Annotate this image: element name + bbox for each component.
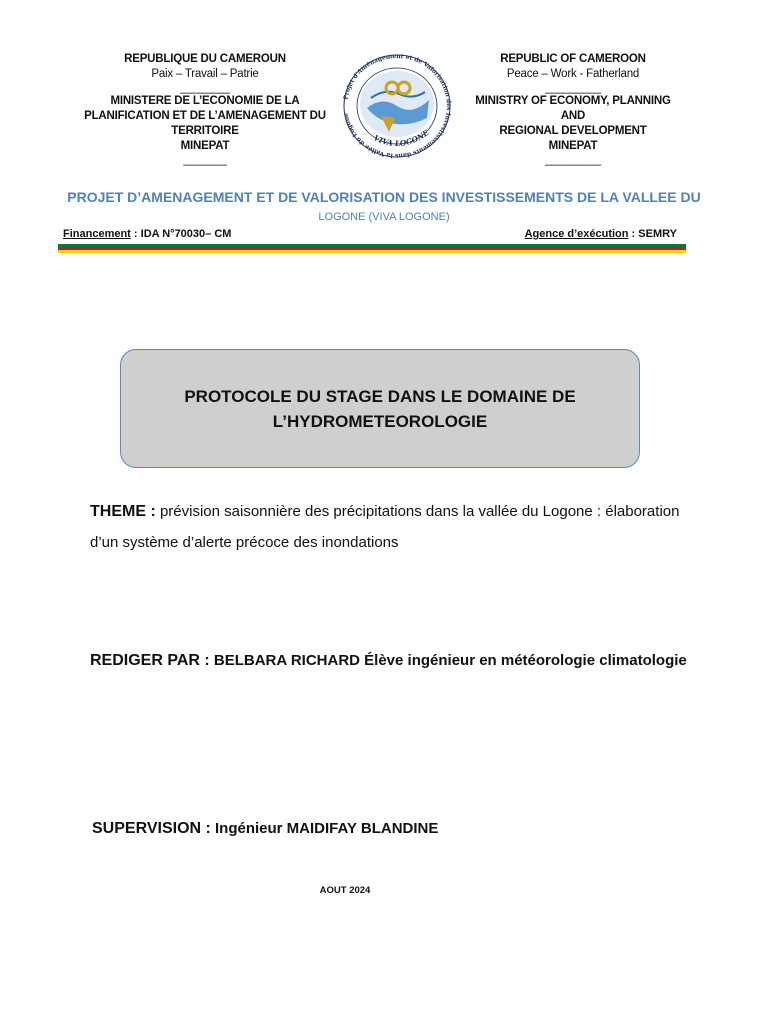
document-title-line2: L’HYDROMETEOROLOGIE bbox=[272, 411, 488, 431]
separator: _________ bbox=[545, 82, 601, 94]
country-fr: REPUBLIQUE DU CAMEROUN bbox=[124, 53, 286, 65]
title-box bbox=[120, 349, 640, 468]
motto-en: Peace – Work - Fatherland bbox=[506, 68, 640, 80]
ministry-en-line1: MINISTRY OF ECONOMY, PLANNING AND bbox=[475, 95, 671, 122]
author-label: REDIGER PAR : bbox=[90, 652, 210, 669]
supervision-line bbox=[92, 820, 712, 838]
agency-value: : SEMRY bbox=[628, 228, 677, 240]
ministry-en-line2: REGIONAL DEVELOPMENT bbox=[499, 125, 647, 137]
svg-text:VIVA LOGONE: VIVA LOGONE bbox=[372, 127, 431, 149]
ministry-fr-line3: TERRITOIRE bbox=[171, 125, 239, 137]
theme-label: THEME : bbox=[90, 503, 156, 520]
viva-logone-logo bbox=[337, 48, 457, 164]
flag-divider bbox=[58, 244, 686, 253]
country-en: REPUBLIC OF CAMEROON bbox=[500, 53, 646, 65]
funding-label: Financement bbox=[63, 228, 131, 240]
author-text: BELBARA RICHARD Élève ingénieur en météorologie climatologie bbox=[209, 652, 687, 669]
separator: _______ bbox=[183, 154, 227, 166]
separator: _________ bbox=[545, 154, 601, 166]
ministry-fr-line1: MINISTERE DE L’ECONOMIE DE LA bbox=[110, 95, 300, 107]
agency-label: Agence d’exécution bbox=[524, 228, 629, 240]
project-subtitle: LOGONE (VIVA LOGONE) bbox=[318, 211, 450, 223]
flag-stripe-yellow bbox=[58, 250, 686, 253]
ministry-en-abbr: MINEPAT bbox=[548, 140, 598, 152]
header-right bbox=[462, 52, 684, 166]
motto-fr: Paix – Travail – Patrie bbox=[151, 68, 259, 80]
theme-text: prévision saisonnière des précipitations dans la vallée du Logone : élaboration d’un système d’alerte précoce des inondations bbox=[90, 503, 680, 551]
svg-text:Projet d'Aménagement et de Val: Projet d'Aménagement et de Valorisation des Investissements dans la Vallée du Logone bbox=[342, 52, 453, 160]
funding-info bbox=[63, 228, 231, 240]
agency-info bbox=[520, 228, 677, 240]
project-title: PROJET D’AMENAGEMENT ET DE VALORISATION DES INVESTISSEMENTS DE LA VALLEE DU bbox=[67, 189, 701, 205]
supervision-text: Ingénieur MAIDIFAY BLANDINE bbox=[210, 820, 439, 837]
author-line bbox=[90, 652, 710, 670]
logo-emblem-icon bbox=[337, 48, 457, 164]
flag-stripe-green bbox=[58, 244, 686, 247]
ministry-fr-line2: PLANIFICATION ET DE L’AMENAGEMENT DU bbox=[84, 110, 326, 122]
separator: ________ bbox=[180, 82, 230, 94]
document-title-line1: PROTOCOLE DU STAGE DANS LE DOMAINE DE bbox=[184, 386, 576, 406]
document-title bbox=[140, 384, 620, 434]
supervision-label: SUPERVISION : bbox=[92, 820, 211, 837]
ministry-fr-abbr: MINEPAT bbox=[180, 140, 230, 152]
header-left bbox=[80, 52, 330, 166]
flag-stripe-red bbox=[58, 247, 686, 250]
document-date: AOUT 2024 bbox=[319, 885, 371, 896]
funding-value: : IDA N°70030– CM bbox=[130, 228, 232, 240]
theme-paragraph bbox=[90, 496, 700, 558]
